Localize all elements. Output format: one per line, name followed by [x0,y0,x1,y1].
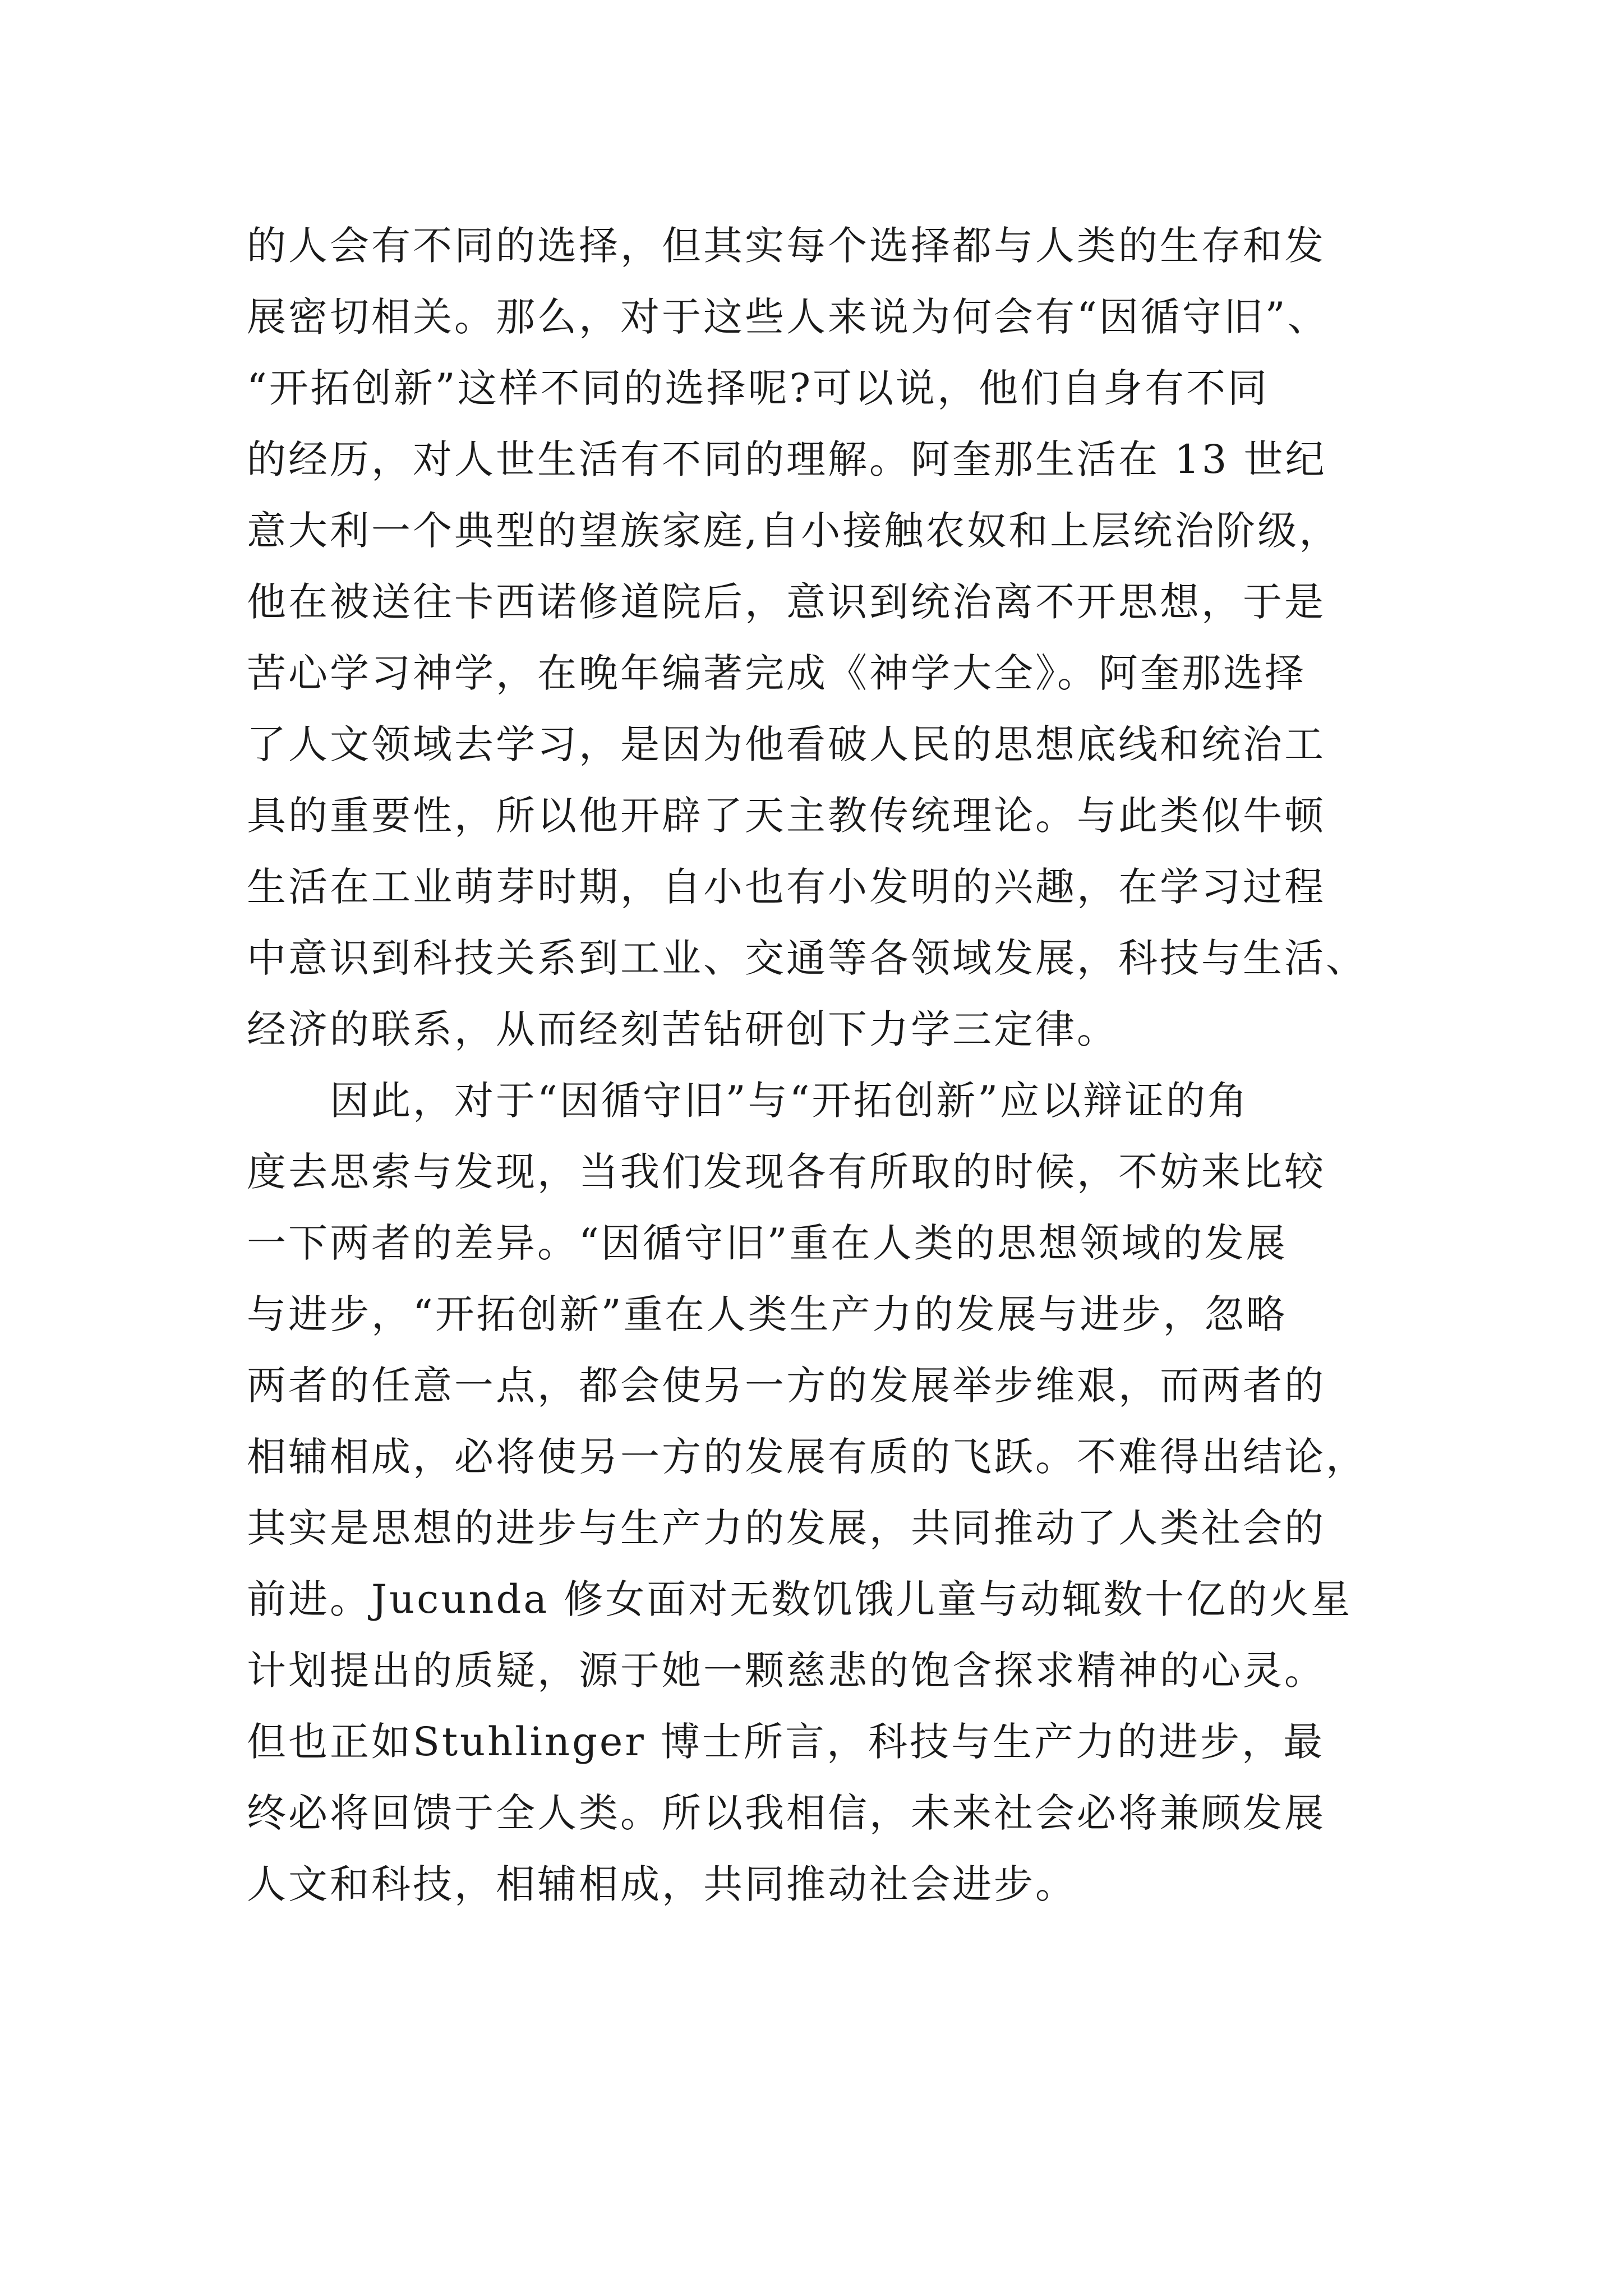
text-line: 经济的联系，从而经刻苦钻研创下力学三定律。 [247,1006,1118,1052]
text-line: 人文和科技，相辅相成，共同推动社会进步。 [247,1861,1077,1907]
text-line: 展密切相关。那么，对于这些人来说为何会有“因循守旧”、 [247,294,1329,340]
text-line: 苦心学习神学，在晚年编著完成《神学大全》。阿奎那选择 [247,650,1306,696]
text-line: 生活在工业萌芽时期，自小也有小发明的兴趣，在学习过程 [247,864,1326,910]
text-line: “开拓创新”这样不同的选择呢?可以说，他们自身有不同 [247,365,1270,411]
essay-text [247,210,1391,1920]
paragraph-2 [247,1065,1391,1920]
text-line: 其实是思想的进步与生产力的发展，共同推动了人类社会的 [247,1505,1326,1551]
text-line: 意大利一个典型的望族家庭,自小接触农奴和上层统治阶级， [247,508,1341,554]
text-line: 两者的任意一点，都会使另一方的发展举步维艰，而两者的 [247,1363,1326,1409]
text-line: 的经历，对人世生活有不同的理解。阿奎那生活在 13 世纪 [247,436,1327,482]
text-line: 与进步，“开拓创新”重在人类生产力的发展与进步，忽略 [247,1291,1288,1337]
text-line: 具的重要性，所以他开辟了天主教传统理论。与此类似牛顿 [247,793,1326,839]
text-line: 度去思索与发现，当我们发现各有所取的时候，不妨来比较 [247,1149,1326,1195]
text-line: 的人会有不同的选择，但其实每个选择都与人类的生存和发 [247,223,1326,269]
text-line: 终必将回馈于全人类。所以我相信，未来社会必将兼顾发展 [247,1790,1326,1836]
text-line: 因此，对于“因循守旧”与“开拓创新”应以辩证的角 [330,1078,1249,1124]
text-line: 了人文领域去学习，是因为他看破人民的思想底线和统治工 [247,721,1326,767]
text-line: 相辅相成，必将使另一方的发展有质的飞跃。不难得出结论， [247,1434,1367,1480]
text-line: 中意识到科技关系到工业、交通等各领域发展，科技与生活、 [247,935,1367,981]
text-line: 但也正如Stuhlinger 博士所言，科技与生产力的进步，最 [247,1719,1325,1765]
text-line: 计划提出的质疑，源于她一颗慈悲的饱含探求精神的心灵。 [247,1648,1326,1694]
text-line: 他在被送往卡西诺修道院后，意识到统治离不开思想，于是 [247,579,1326,625]
paragraph-1 [247,210,1391,1065]
text-line: 一下两者的差异。“因循守旧”重在人类的思想领域的发展 [247,1220,1288,1266]
text-line: 前进。Jucunda 修女面对无数饥饿儿童与动辄数十亿的火星 [247,1576,1353,1622]
